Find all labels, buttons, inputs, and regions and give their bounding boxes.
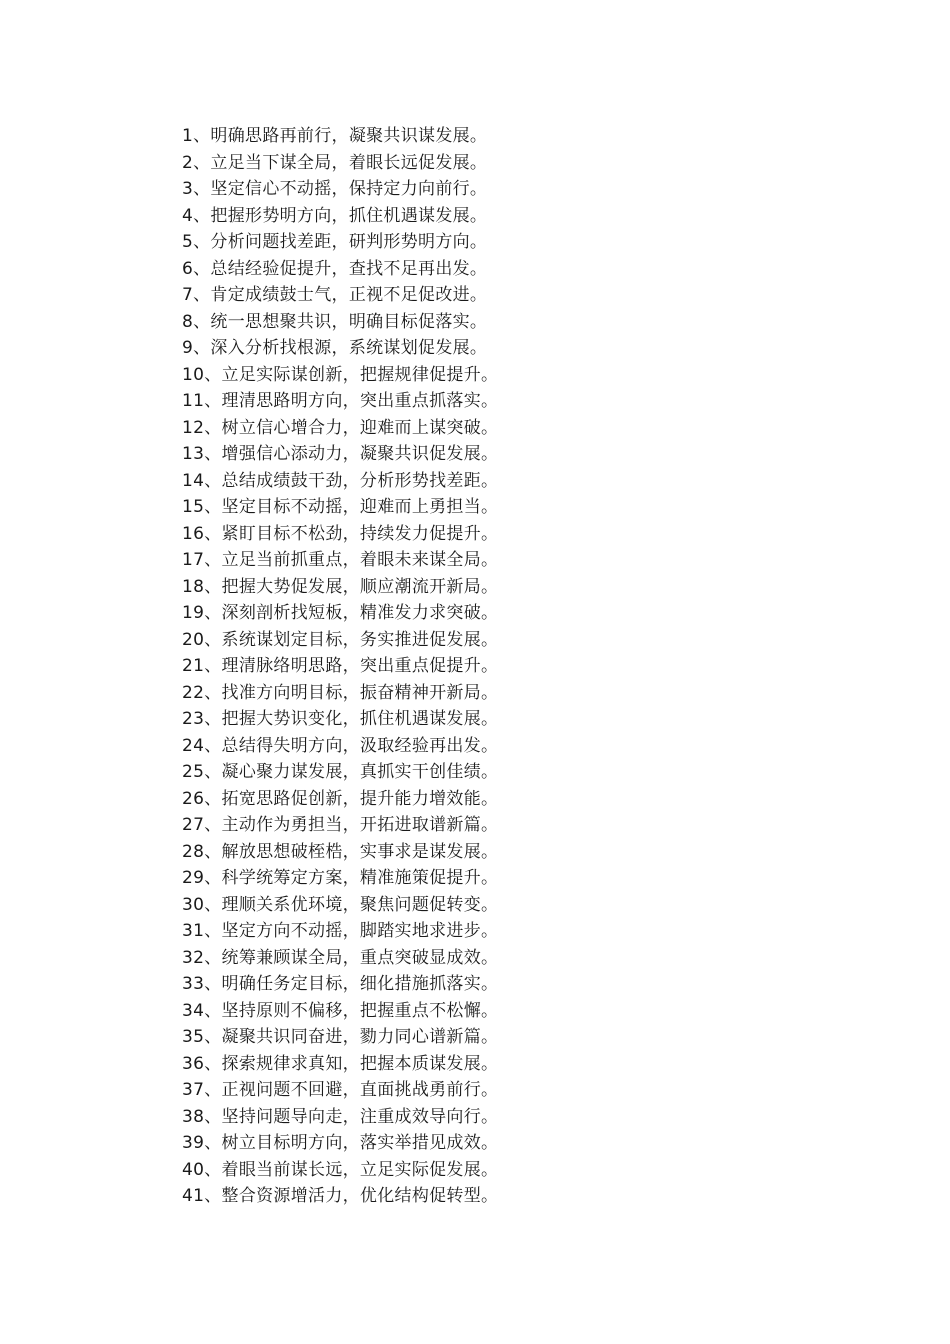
list-item: 31、坚定方向不动摇，脚踏实地求进步。 (182, 921, 499, 941)
list-item: 33、明确任务定目标，细化措施抓落实。 (182, 974, 499, 994)
list-item: 26、拓宽思路促创新，提升能力增效能。 (182, 788, 499, 809)
list-item: 39、树立目标明方向，落实举措见成效。 (182, 1133, 499, 1153)
list-item: 18、把握大势促发展，顺应潮流开新局。 (182, 576, 499, 597)
list-item: 6、总结经验促提升，查找不足再出发。 (182, 258, 488, 279)
list-item: 25、凝心聚力谋发展，真抓实干创佳绩。 (182, 762, 499, 782)
list-item: 37、正视问题不回避，直面挑战勇前行。 (182, 1080, 499, 1100)
list-item: 5、分析问题找差距，研判形势明方向。 (182, 232, 488, 252)
list-item: 22、找准方向明目标，振奋精神开新局。 (182, 682, 499, 703)
list-item: 28、解放思想破桎梏，实事求是谋发展。 (182, 841, 499, 862)
list-item: 15、坚定目标不动摇，迎难而上勇担当。 (182, 497, 499, 517)
list-item: 40、着眼当前谋长远，立足实际促发展。 (182, 1159, 499, 1180)
list-item: 9、深入分析找根源，系统谋划促发展。 (182, 338, 488, 358)
slogan-list (182, 123, 498, 1210)
list-item: 16、紧盯目标不松劲，持续发力促提升。 (182, 523, 499, 544)
list-item: 34、坚持原则不偏移，把握重点不松懈。 (182, 1000, 499, 1021)
list-item: 36、探索规律求真知，把握本质谋发展。 (182, 1053, 499, 1074)
list-item: 35、凝聚共识同奋进，勠力同心谱新篇。 (182, 1027, 499, 1047)
list-item: 2、立足当下谋全局，着眼长远促发展。 (182, 152, 488, 173)
list-item: 13、增强信心添动力，凝聚共识促发展。 (182, 444, 499, 464)
list-item: 12、树立信心增合力，迎难而上谋突破。 (182, 417, 499, 438)
list-item: 27、主动作为勇担当，开拓进取谱新篇。 (182, 815, 499, 835)
list-item: 14、总结成绩鼓干劲，分析形势找差距。 (182, 470, 499, 491)
list-item: 19、深刻剖析找短板，精准发力求突破。 (182, 603, 499, 623)
list-item: 20、系统谋划定目标，务实推进促发展。 (182, 629, 499, 650)
list-item: 11、理清思路明方向，突出重点抓落实。 (182, 391, 499, 411)
list-item: 32、统筹兼顾谋全局，重点突破显成效。 (182, 947, 499, 968)
list-item: 29、科学统筹定方案，精准施策促提升。 (182, 868, 499, 888)
list-item: 41、整合资源增活力，优化结构促转型。 (182, 1186, 499, 1206)
list-item: 38、坚持问题导向走，注重成效导向行。 (182, 1106, 499, 1127)
list-item: 21、理清脉络明思路，突出重点促提升。 (182, 656, 499, 676)
list-item: 1、明确思路再前行，凝聚共识谋发展。 (182, 126, 488, 146)
list-item: 24、总结得失明方向，汲取经验再出发。 (182, 735, 499, 756)
list-item: 8、统一思想聚共识，明确目标促落实。 (182, 311, 488, 332)
list-item: 7、肯定成绩鼓士气，正视不足促改进。 (182, 285, 488, 305)
list-item: 17、立足当前抓重点，着眼未来谋全局。 (182, 550, 499, 570)
list-item: 3、坚定信心不动摇，保持定力向前行。 (182, 179, 488, 199)
list-item: 10、立足实际谋创新，把握规律促提升。 (182, 364, 499, 385)
list-item: 23、把握大势识变化，抓住机遇谋发展。 (182, 709, 499, 729)
list-item: 4、把握形势明方向，抓住机遇谋发展。 (182, 205, 488, 226)
list-item: 30、理顺关系优环境，聚焦问题促转变。 (182, 894, 499, 915)
